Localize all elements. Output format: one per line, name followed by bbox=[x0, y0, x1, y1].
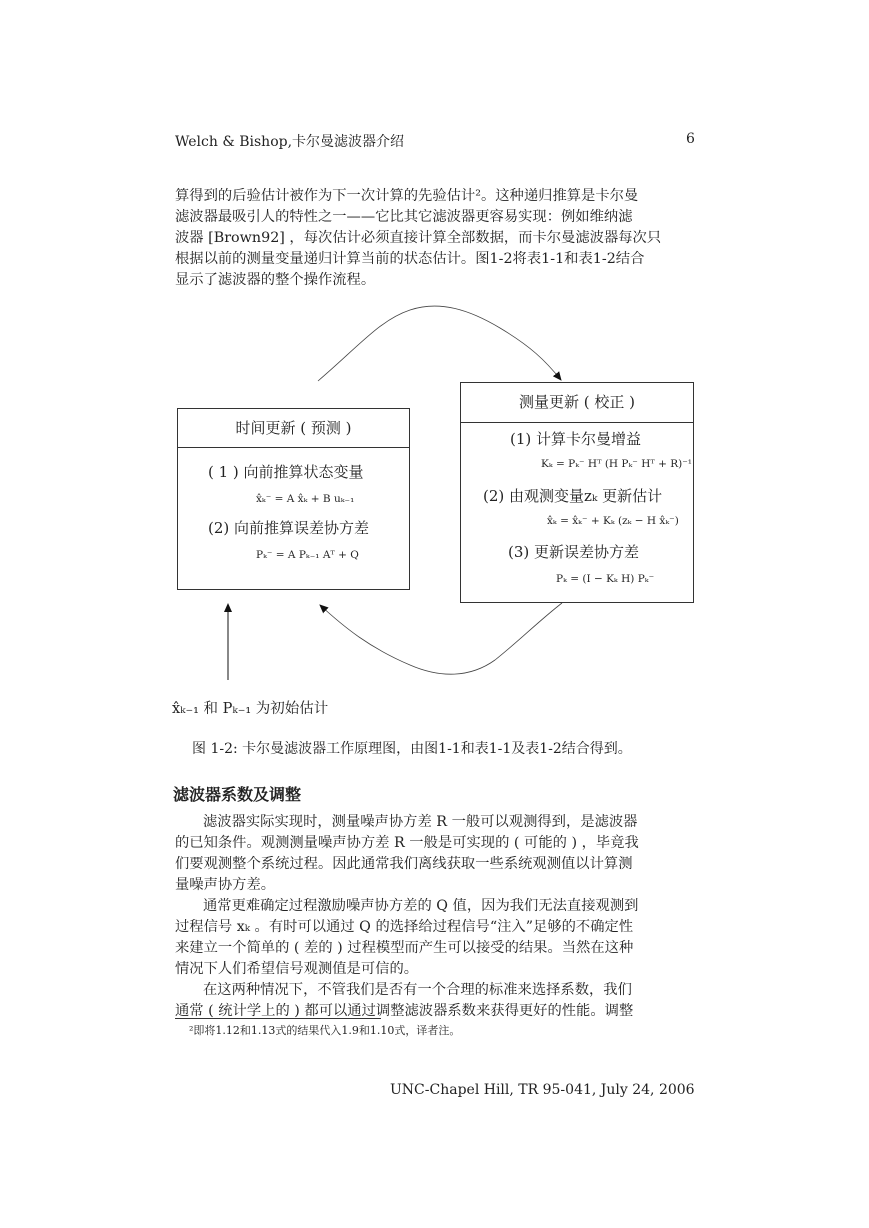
text-line: 在这两种情况下，不管我们是否有一个合理的标准来选择系数，我们 bbox=[203, 982, 632, 998]
measurement-update-eq1: Kₖ = Pₖ⁻ Hᵀ (H Pₖ⁻ Hᵀ + R)⁻¹ bbox=[541, 458, 692, 470]
footnote: ²即将1.12和1.13式的结果代入1.9和1.10式，译者注。 bbox=[189, 1024, 461, 1037]
measurement-update-step1: (1) 计算卡尔曼增益 bbox=[510, 430, 642, 448]
measurement-update-eq2: x̂ₖ = x̂ₖ⁻ + Kₖ (zₖ − H x̂ₖ⁻) bbox=[547, 515, 679, 527]
time-update-step2: (2) 向前推算误差协方差 bbox=[208, 519, 370, 537]
text-line: 的已知条件。观测测量噪声协方差 R 一般是可实现的 ( 可能的 ) ，毕竟我 bbox=[175, 835, 639, 851]
figure-caption: 图 1-2: 卡尔曼滤波器工作原理图，由图1-1和表1-1及表1-2结合得到。 bbox=[192, 741, 632, 757]
measurement-update-box bbox=[460, 382, 694, 603]
measurement-update-step3: (3) 更新误差协方差 bbox=[508, 543, 640, 561]
measurement-update-title: 测量更新 ( 校正 ) bbox=[461, 383, 693, 423]
time-update-eq1: x̂ₖ⁻ = A x̂ₖ + B uₖ₋₁ bbox=[256, 493, 355, 505]
measurement-update-step2: (2) 由观测变量zₖ 更新估计 bbox=[483, 487, 663, 505]
arrow-correct-to-predict bbox=[320, 603, 562, 674]
text-line: 滤波器最吸引人的特性之一——它比其它滤波器更容易实现：例如维纳滤 bbox=[175, 209, 633, 225]
text-line: 通常更难确定过程激励噪声协方差的 Q 值，因为我们无法直接观测到 bbox=[203, 898, 639, 914]
page-number: 6 bbox=[686, 131, 695, 147]
time-update-step1: ( 1 ) 向前推算状态变量 bbox=[208, 463, 364, 481]
section-title: 滤波器系数及调整 bbox=[173, 785, 302, 804]
text-line: 来建立一个简单的 ( 差的 ) 过程模型而产生可以接受的结果。当然在这种 bbox=[175, 940, 634, 956]
initial-estimate-label: x̂ₖ₋₁ 和 Pₖ₋₁ 为初始估计 bbox=[172, 701, 329, 717]
page-footer: UNC-Chapel Hill, TR 95-041, July 24, 2006 bbox=[390, 1082, 695, 1098]
arrow-predict-to-correct bbox=[318, 306, 561, 381]
footnote-rule bbox=[175, 1018, 381, 1019]
text-line: 波器 [Brown92] ，每次估计必须直接计算全部数据，而卡尔曼滤波器每次只 bbox=[175, 230, 662, 246]
measurement-update-eq3: Pₖ = (I − Kₖ H) Pₖ⁻ bbox=[556, 573, 655, 585]
intro-paragraph bbox=[175, 186, 695, 291]
text-line: 根据以前的测量变量递归计算当前的状态估计。图1-2将表1-1和表1-2结合 bbox=[175, 251, 645, 267]
text-line: 情况下人们希望信号观测值是可信的。 bbox=[175, 961, 419, 977]
section-body bbox=[175, 812, 695, 1022]
text-line: 过程信号 xₖ 。有时可以通过 Q 的选择给过程信号“注入”足够的不确定性 bbox=[175, 919, 634, 935]
text-line: 们要观测整个系统过程。因此通常我们离线获取一些系统观测值以计算测 bbox=[175, 856, 633, 872]
time-update-title: 时间更新 ( 预测 ) bbox=[178, 409, 409, 448]
time-update-box bbox=[177, 408, 410, 590]
time-update-eq2: Pₖ⁻ = A Pₖ₋₁ Aᵀ + Q bbox=[256, 549, 359, 561]
text-line: 算得到的后验估计被作为下一次计算的先验估计²。这种递归推算是卡尔曼 bbox=[175, 188, 639, 204]
text-line: 显示了滤波器的整个操作流程。 bbox=[175, 272, 376, 288]
text-line: 滤波器实际实现时，测量噪声协方差 R 一般可以观测得到，是滤波器 bbox=[203, 814, 638, 830]
text-line: 量噪声协方差。 bbox=[175, 877, 276, 893]
text-line: 通常 ( 统计学上的 ) 都可以通过调整滤波器系数来获得更好的性能。调整 bbox=[175, 1003, 634, 1019]
running-header: Welch & Bishop,卡尔曼滤波器介绍 bbox=[175, 134, 405, 150]
